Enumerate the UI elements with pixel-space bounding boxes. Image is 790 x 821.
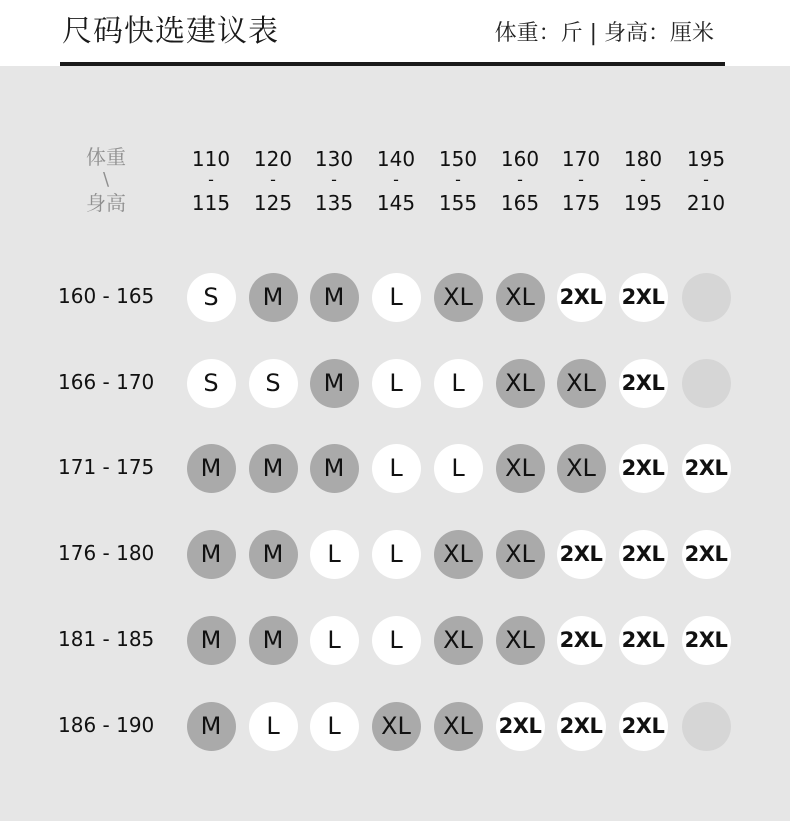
size-badge: M: [187, 616, 236, 665]
size-badge: 2XL: [619, 530, 668, 579]
weight-dash: -: [517, 170, 523, 189]
size-badge: 2XL: [619, 444, 668, 493]
size-badge: L: [310, 702, 359, 751]
weight-to: 195: [623, 191, 663, 215]
weight-dash: -: [331, 170, 337, 189]
height-row-label: 181 - 185: [58, 627, 155, 651]
weight-from: 160: [500, 147, 540, 171]
weight-to: 135: [314, 191, 354, 215]
size-badge: M: [310, 273, 359, 322]
size-badge: 2XL: [557, 273, 606, 322]
weight-from: 180: [623, 147, 663, 171]
weight-to: 145: [376, 191, 416, 215]
weight-from: 170: [561, 147, 601, 171]
unit-note: 体重：斤 | 身高：厘米: [494, 21, 714, 46]
size-badge: M: [310, 444, 359, 493]
size-badge: 2XL: [619, 273, 668, 322]
size-badge: 2XL: [619, 616, 668, 665]
size-badge: XL: [496, 359, 545, 408]
size-badge: S: [249, 359, 298, 408]
weight-from: 120: [253, 147, 293, 171]
size-badge: L: [434, 444, 483, 493]
weight-dash: -: [578, 170, 584, 189]
weight-dash: -: [640, 170, 646, 189]
size-badge: L: [310, 616, 359, 665]
size-badge: M: [249, 273, 298, 322]
weight-dash: -: [455, 170, 461, 189]
size-badge: M: [249, 530, 298, 579]
size-badge: L: [434, 359, 483, 408]
size-badge: XL: [496, 616, 545, 665]
size-badge: L: [372, 359, 421, 408]
size-badge: 2XL: [557, 530, 606, 579]
weight-from: 110: [191, 147, 231, 171]
weight-dash: -: [703, 170, 709, 189]
size-badge: S: [187, 359, 236, 408]
size-badge: M: [249, 616, 298, 665]
weight-to: 165: [500, 191, 540, 215]
corner-height-label: 身高: [86, 191, 126, 215]
weight-dash: -: [393, 170, 399, 189]
size-badge: XL: [557, 444, 606, 493]
page-title: 尺码快选建议表: [62, 14, 279, 49]
size-badge: L: [372, 444, 421, 493]
weight-from: 140: [376, 147, 416, 171]
size-badge: 2XL: [619, 359, 668, 408]
weight-dash: -: [208, 170, 214, 189]
height-row-label: 186 - 190: [58, 713, 155, 737]
size-badge: XL: [496, 530, 545, 579]
size-badge: XL: [557, 359, 606, 408]
weight-from: 195: [686, 147, 726, 171]
weight-to: 175: [561, 191, 601, 215]
size-badge: XL: [372, 702, 421, 751]
height-row-label: 171 - 175: [58, 455, 155, 479]
weight-dash: -: [270, 170, 276, 189]
weight-from: 130: [314, 147, 354, 171]
size-badge: 2XL: [682, 530, 731, 579]
size-badge: XL: [434, 702, 483, 751]
empty-badge: [682, 359, 731, 408]
corner-weight-label: 体重: [86, 145, 126, 169]
size-badge: M: [249, 444, 298, 493]
size-badge: L: [372, 530, 421, 579]
empty-badge: [682, 273, 731, 322]
size-badge: M: [187, 444, 236, 493]
size-badge: 2XL: [557, 616, 606, 665]
size-badge: XL: [434, 273, 483, 322]
empty-badge: [682, 702, 731, 751]
size-badge: 2XL: [619, 702, 668, 751]
size-badge: XL: [434, 530, 483, 579]
weight-to: 115: [191, 191, 231, 215]
height-row-label: 176 - 180: [58, 541, 155, 565]
size-badge: 2XL: [682, 444, 731, 493]
size-badge: L: [372, 273, 421, 322]
size-badge: M: [187, 530, 236, 579]
corner-slash: \: [102, 169, 110, 190]
size-badge: XL: [496, 273, 545, 322]
size-badge: L: [310, 530, 359, 579]
size-badge: L: [372, 616, 421, 665]
height-row-label: 160 - 165: [58, 284, 155, 308]
size-badge: 2XL: [682, 616, 731, 665]
size-badge: L: [249, 702, 298, 751]
size-badge: XL: [496, 444, 545, 493]
size-badge: S: [187, 273, 236, 322]
size-badge: M: [310, 359, 359, 408]
size-badge: M: [187, 702, 236, 751]
weight-to: 125: [253, 191, 293, 215]
weight-to: 155: [438, 191, 478, 215]
size-badge: 2XL: [557, 702, 606, 751]
size-badge: 2XL: [496, 702, 545, 751]
height-row-label: 166 - 170: [58, 370, 155, 394]
weight-to: 210: [686, 191, 726, 215]
size-badge: XL: [434, 616, 483, 665]
weight-from: 150: [438, 147, 478, 171]
